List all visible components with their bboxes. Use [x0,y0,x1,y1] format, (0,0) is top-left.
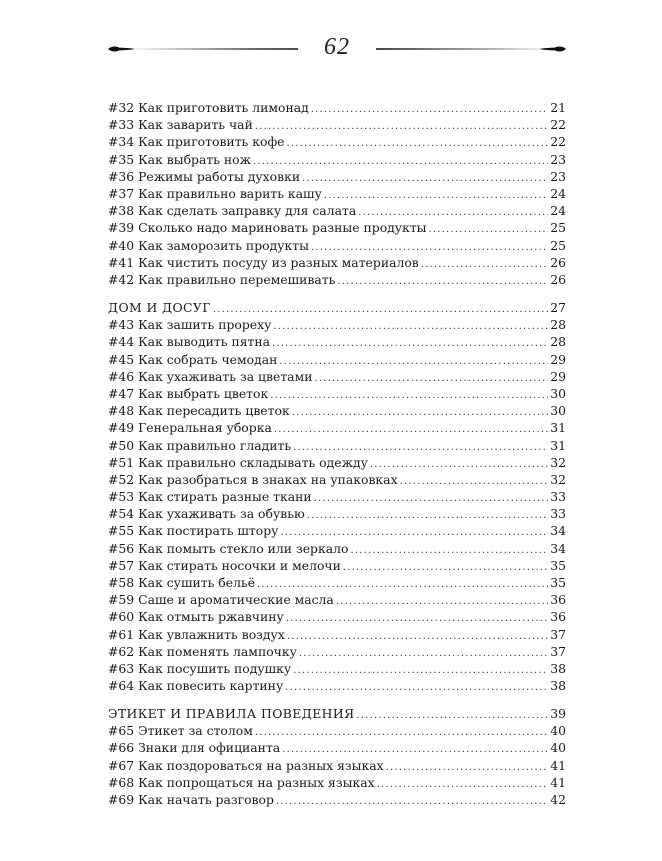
toc-entry[interactable] [108,219,566,236]
toc-entry-page: 37 [550,626,566,642]
toc-entry-page: 24 [550,203,566,219]
toc-entry-title: #56 Как помыть стекло или зеркало [108,540,349,556]
toc-entry-title: #69 Как начать разговор [108,791,274,807]
toc-entry-page: 36 [550,609,566,625]
leader-dots [285,679,548,696]
toc-entry-page: 35 [550,575,566,590]
toc-entry-page: 25 [550,220,566,236]
leader-dots [272,335,548,352]
leader-dots [356,707,548,724]
leader-dots [429,221,549,238]
toc-entry-title: #52 Как разобраться в знаках на упаковках [108,471,398,487]
toc-entry-page: 26 [550,254,566,270]
toc-entry[interactable] [108,351,566,368]
toc-entry[interactable] [108,202,566,219]
toc-entry-title: #38 Как сделать заправку для салата [108,203,357,219]
toc-entry[interactable] [108,660,566,677]
toc-entry-page: 38 [550,660,566,676]
toc-entry[interactable] [108,557,566,574]
leader-dots [377,776,549,793]
toc-entry-title: #47 Как выбрать цветок [108,385,269,401]
toc-entry-page: 22 [550,134,566,150]
leader-dots [400,473,549,490]
toc-entry-title: #43 Как зашить прореху [108,317,272,333]
toc-entry-title: #58 Как сушить бельё [108,575,256,590]
leader-dots [292,404,549,421]
leader-dots [311,101,548,118]
toc-entry[interactable] [108,643,566,660]
leader-dots [293,662,548,679]
leader-dots [273,318,548,335]
leader-dots [343,559,548,576]
leader-dots [255,118,548,135]
toc-entry-title: #63 Как посушить подушку [108,660,292,676]
toc-entry[interactable] [108,271,566,288]
toc-entry-page: 32 [550,454,566,470]
toc-entry-title: #57 Как стирать носочки и мелочи [108,557,341,573]
toc-entry-page: 40 [550,740,566,756]
toc-entry-page: 31 [550,437,566,453]
section-title: ЭТИКЕТ И ПРАВИЛА ПОВЕДЕНИЯ [108,706,355,721]
toc-entry[interactable] [108,116,566,133]
toc-entry-title: #55 Как постирать штору [108,523,279,539]
toc-entry-page: 25 [550,237,566,253]
leader-dots [274,421,548,438]
toc-entry-title: #39 Сколько надо мариновать разные продукты [108,220,427,236]
toc-entry-title: #49 Генеральная уборка [108,420,272,436]
leader-dots [336,593,548,610]
toc-entry[interactable] [108,626,566,643]
toc-entry[interactable] [108,254,566,271]
toc-entry[interactable] [108,677,566,694]
toc-group-etiquette [108,705,566,808]
section-title: ДОМ И ДОСУГ [108,300,211,315]
toc-group-home-leisure [108,299,566,694]
toc-entry[interactable] [108,757,566,774]
toc-entry[interactable] [108,739,566,756]
leader-dots [314,490,549,507]
toc-entry[interactable] [108,333,566,350]
toc-entry-title: #42 Как правильно перемешивать [108,271,336,287]
toc-entry-title: #66 Знаки для официанта [108,740,281,756]
toc-entry-title: #64 Как повесить картину [108,678,284,694]
leader-dots [302,170,548,187]
toc-entry[interactable] [108,133,566,150]
toc-entry-page: 32 [550,471,566,487]
toc-entry-page: 30 [550,403,566,419]
leader-dots [421,256,548,273]
leader-dots [286,135,548,152]
toc-entry-page: 41 [550,774,566,790]
toc-section-heading[interactable] [108,299,566,316]
leader-dots [337,273,548,290]
toc-entry[interactable] [108,722,566,739]
toc-entry-page: 36 [550,592,566,608]
toc-entry[interactable] [108,316,566,333]
toc-entry-title: #34 Как приготовить кофе [108,134,285,150]
section-page: 27 [550,300,566,315]
toc-entry-title: #41 Как чистить посуду из разных материалов [108,254,419,270]
toc-entry[interactable] [108,151,566,168]
toc-entry-page: 21 [550,100,566,115]
toc-entry-title: #40 Как заморозить продукты [108,237,309,253]
leader-dots [255,724,548,741]
leader-dots [286,610,548,627]
toc-entry[interactable] [108,791,566,808]
toc-entry-page: 23 [550,168,566,184]
toc-entry-page: 42 [550,791,566,807]
toc-entry-title: #51 Как правильно складывать одежду [108,454,368,470]
leader-dots [279,353,548,370]
toc-entry[interactable] [108,454,566,471]
toc-entry-page: 26 [550,271,566,287]
toc-entry-page: 40 [550,723,566,739]
page-header [108,34,566,64]
toc-entry[interactable] [108,368,566,385]
toc-entry-title: #65 Этикет за столом [108,723,253,739]
toc-entry-title: #59 Саше и ароматические масла [108,592,334,608]
toc-entry-page: 28 [550,334,566,350]
leader-dots [287,628,548,645]
toc-entry[interactable] [108,522,566,539]
toc-entry-page: 23 [550,151,566,167]
toc-entry-page: 28 [550,317,566,333]
toc-entry-title: #48 Как пересадить цветок [108,403,290,419]
toc-entry-page: 24 [550,185,566,201]
toc-entry-page: 22 [550,117,566,133]
toc-entry-page: 30 [550,385,566,401]
toc-section-heading[interactable] [108,705,566,722]
toc-entry-title: #37 Как правильно варить кашу [108,185,322,201]
toc-entry-page: 29 [550,368,566,384]
toc-entry[interactable] [108,608,566,625]
toc-entry-title: #35 Как выбрать нож [108,151,252,167]
toc-entry-title: #68 Как попрощаться на разных языках [108,774,375,790]
leader-dots [270,387,548,404]
leader-dots [307,507,548,524]
page-number: 62 [324,34,350,60]
right-ornament-rule [376,42,566,56]
toc-entry[interactable] [108,591,566,608]
toc-entry-page: 38 [550,678,566,694]
toc-entry[interactable] [108,185,566,202]
section-page: 39 [550,706,566,721]
toc-entry-page: 34 [550,523,566,539]
toc-entry-page: 31 [550,420,566,436]
toc-entry-title: #62 Как поменять лампочку [108,643,297,659]
toc-entry-title: #61 Как увлажнить воздух [108,626,285,642]
toc-entry[interactable] [108,505,566,522]
toc-entry-page: 33 [550,489,566,505]
toc-entry-title: #36 Режимы работы духовки [108,168,301,184]
toc-entry[interactable] [108,437,566,454]
toc-entry-title: #53 Как стирать разные ткани [108,489,312,505]
toc-entry[interactable] [108,168,566,185]
toc-entry-title: #44 Как выводить пятна [108,334,271,350]
toc-entry-page: 33 [550,506,566,522]
toc-entry[interactable] [108,385,566,402]
toc-entry-page: 34 [550,540,566,556]
toc-entry-title: #46 Как ухаживать за цветами [108,368,313,384]
toc-entry-page: 29 [550,351,566,367]
toc-entry-page: 41 [550,757,566,773]
leader-dots [276,793,548,810]
toc-entry-title: #54 Как ухаживать за обувью [108,506,305,522]
toc-entry[interactable] [108,99,566,116]
leader-dots [350,542,548,559]
toc-entry[interactable] [108,471,566,488]
toc-entry[interactable] [108,540,566,557]
toc-entry-page: 37 [550,643,566,659]
toc-entry-title: #32 Как приготовить лимонад [108,100,309,115]
toc-entry-page: 35 [550,557,566,573]
toc-entry[interactable] [108,774,566,791]
toc-entry-title: #45 Как собрать чемодан [108,351,278,367]
toc-entry[interactable] [108,237,566,254]
toc-entry[interactable] [108,488,566,505]
toc-entry-title: #60 Как отмыть ржавчину [108,609,284,625]
toc-group-cooking [108,99,566,288]
toc-entry-title: #67 Как поздороваться на разных языках [108,757,384,773]
toc-entry-title: #50 Как правильно гладить [108,437,292,453]
leader-dots [386,759,549,776]
leader-dots [299,645,548,662]
toc-entry[interactable] [108,419,566,436]
toc-entry[interactable] [108,574,566,591]
toc-entry[interactable] [108,402,566,419]
leader-dots [314,370,548,387]
toc-entry-title: #33 Как заварить чай [108,117,253,133]
